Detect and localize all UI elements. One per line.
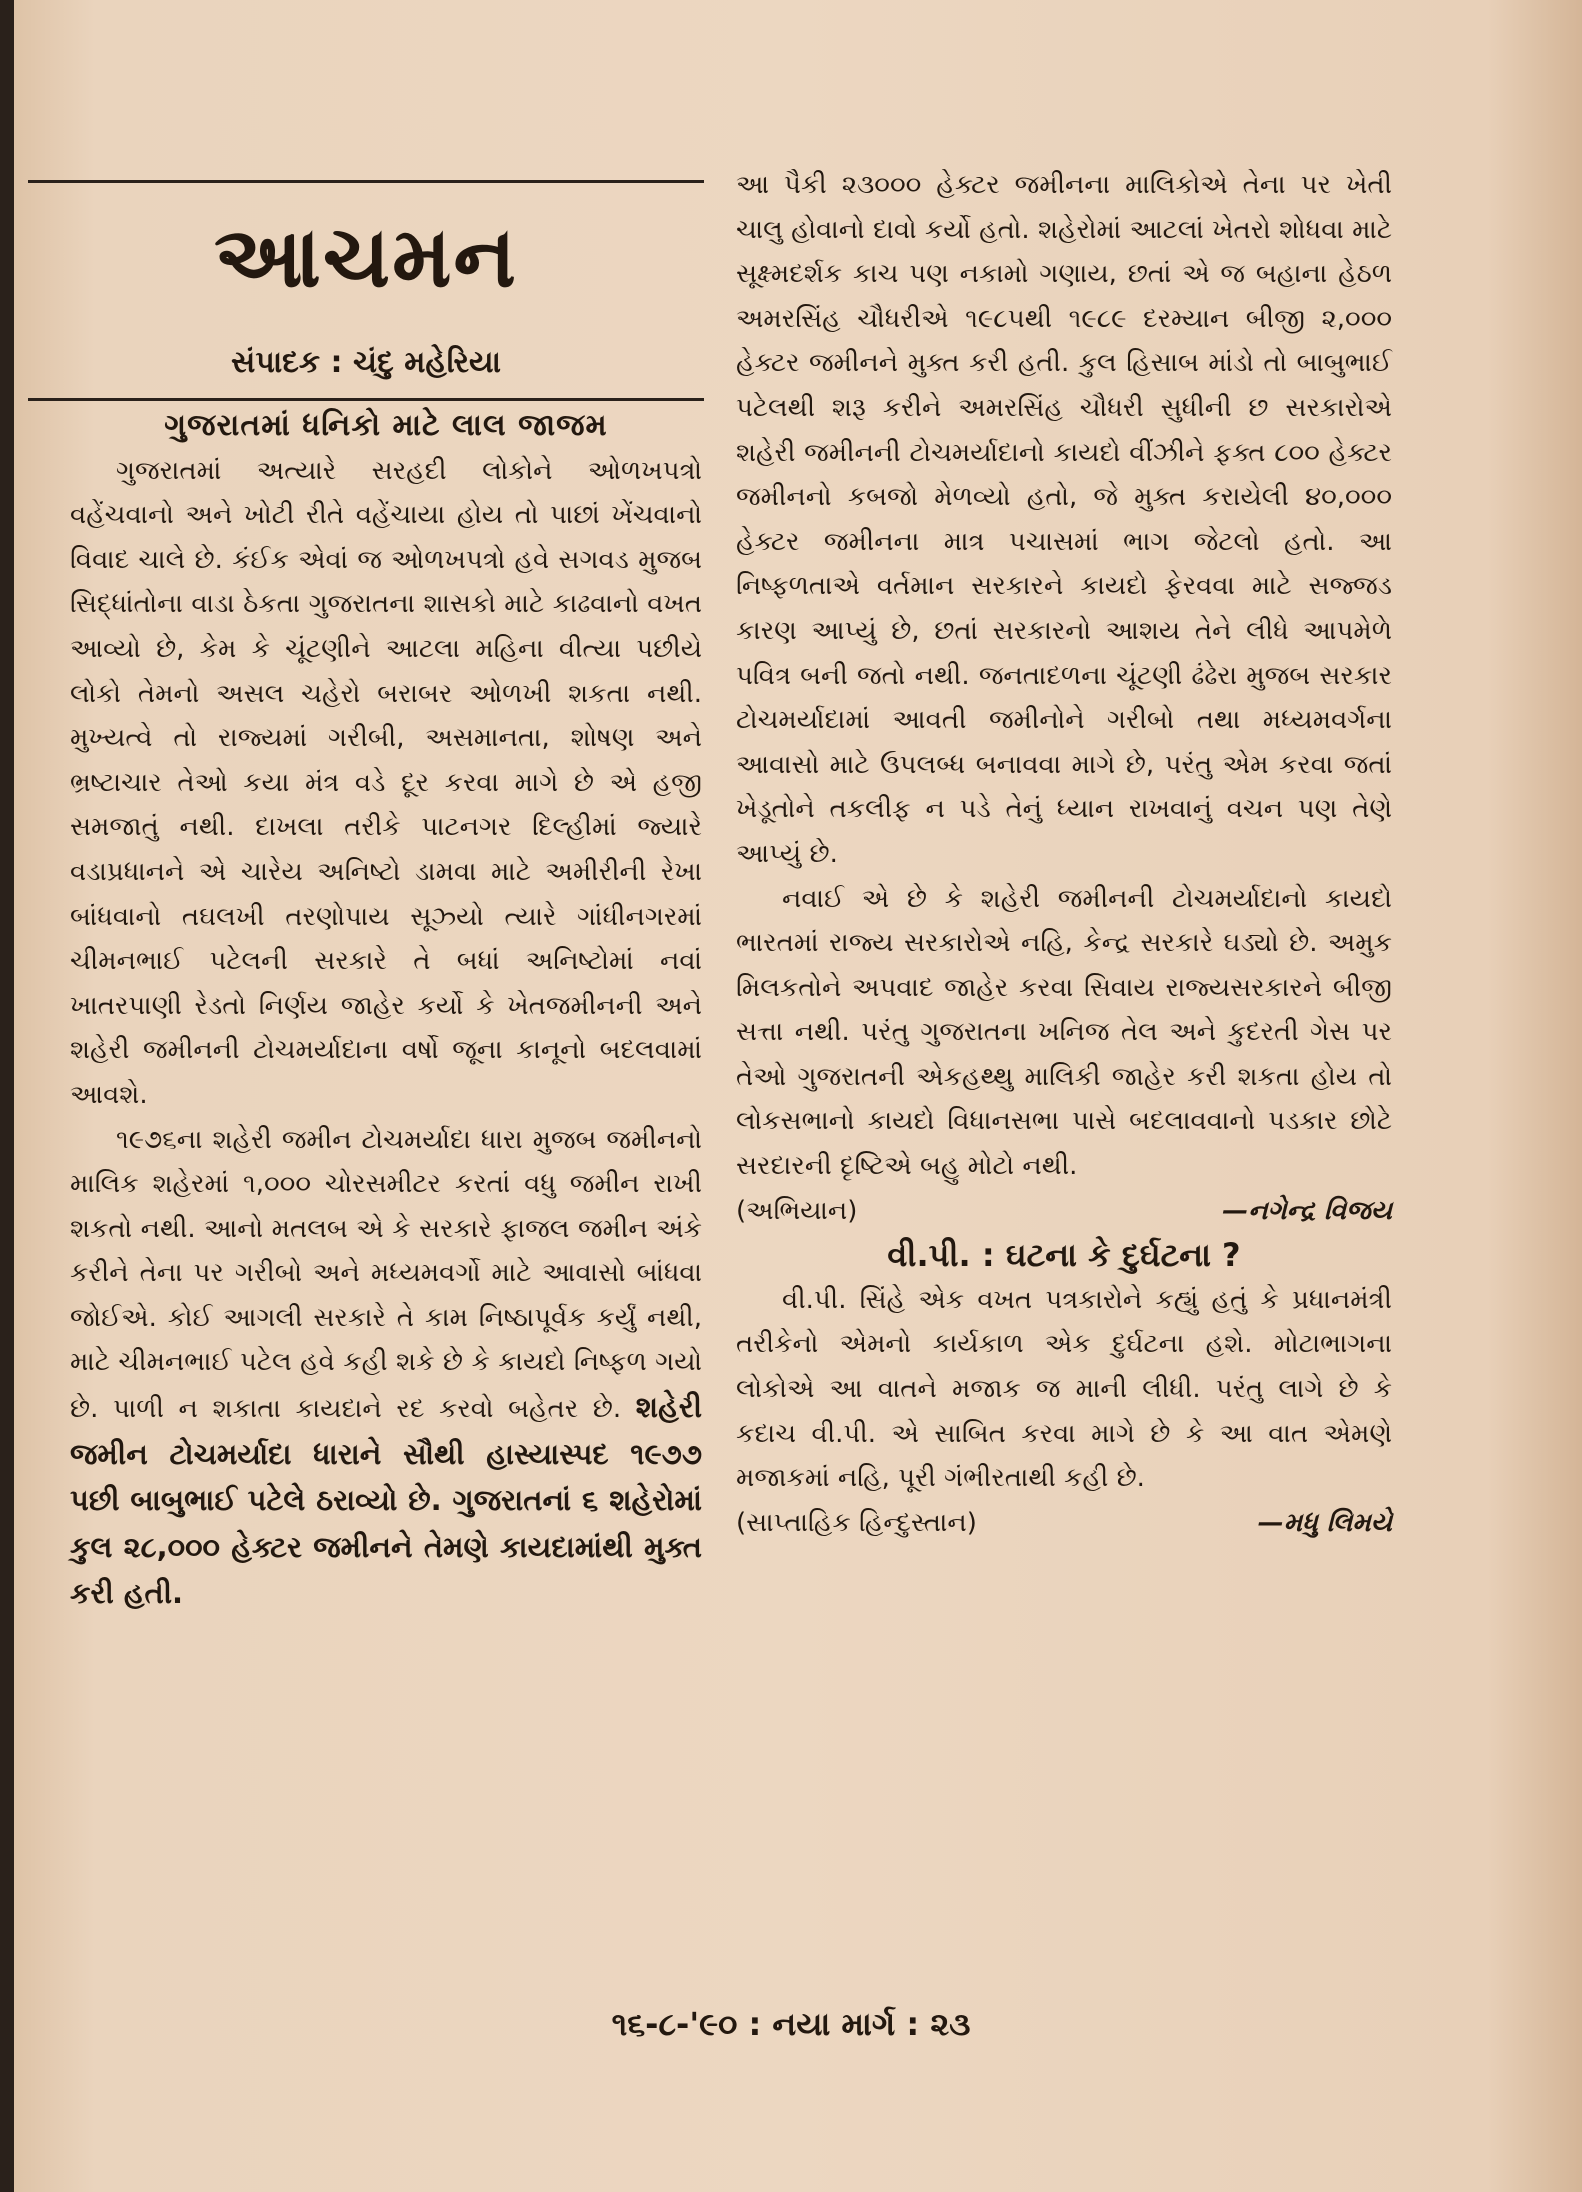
signature-row: [736, 1189, 1392, 1234]
article-heading: ગુજરાતમાં ધનિકો માટે લાલ જાજમ: [164, 408, 608, 443]
article-heading: વી.પી. : ઘટના કે દુર્ઘટના ?: [887, 1236, 1241, 1275]
page-footer: ૧૬-૮-'૯૦ : નયા માર્ગ : ૨૩: [611, 2005, 971, 2043]
editor-credit: સંપાદક : ચંદુ મહેરિયા: [231, 345, 501, 380]
author-credit: —મધુ લિમયે: [1257, 1507, 1392, 1538]
right-column: [736, 163, 1392, 1545]
top-rule: [28, 180, 704, 183]
mid-rule: [28, 398, 704, 401]
signature-row: [736, 1501, 1392, 1546]
paragraph: વી.પી. સિંહે એક વખત પત્રકારોને કહ્યું હતું કે પ્રધાનમંત્રી તરીકેનો એમનો કાર્યકાળ એક દુર્ઘટના હશે. મોટાભાગના લોકોએ આ વાતને મજાક જ માની લીધી. પરંતુ લાગે છે કે કદાચ વી.પી. એ સાબિત કરવા માગે છે કે આ વાત એમણે મજાકમાં નહિ, પૂરી ગંભીરતાથી કહી છે.: [736, 1284, 1392, 1494]
paragraph-text: ૧૯૭૬ના શહેરી જમીન ટોચમર્યાદા ધારા મુજબ જમીનનો માલિક શહેરમાં ૧,૦૦૦ ચોરસમીટર કરતાં વધુ જમીન રાખી શકતો નથી. આનો મતલબ એ કે સરકારે ફાજલ જમીન અંકે કરીને તેના પર ગરીબો અને મધ્યમવર્ગો માટે આવાસો બાંધવા જોઈએ. કોઈ આગલી સરકારે તે કામ નિષ્ઠાપૂર્વક કર્યું નથી, માટે ચીમનભાઈ પટેલ હવે કહી શકે છે કે કાયદો નિષ્ફળ ગયો છે. પાળી ન શકાતા કાયદાને રદ કરવો બહેતર છે.: [70, 1124, 702, 1425]
author-credit: —નગેન્દ્ર વિજય: [1222, 1195, 1392, 1226]
paragraph: ગુજરાતમાં અત્યારે સરહદી લોકોને ઓળખપત્રો વહેંચવાનો અને ખોટી રીતે વહેંચાયા હોય તો પાછાં ખેંચવાનો વિવાદ ચાલે છે. કંઈક એવાં જ ઓળખપત્રો હવે સગવડ મુજબ સિદ્ધાંતોના વાડા ઠેકતા ગુજરાતના શાસકો માટે કાઢવાનો વખત આવ્યો છે, કેમ કે ચૂંટણીને આટલા મહિના વીત્યા પછીયે લોકો તેમનો અસલ ચહેરો બરાબર ઓળખી શકતા નથી. મુખ્યત્વે તો રાજ્યમાં ગરીબી, અસમાનતા, શોષણ અને ભ્રષ્ટાચાર તેઓ કયા મંત્ર વડે દૂર કરવા માગે છે એ હજી સમજાતું નથી. દાખલા તરીકે પાટનગર દિલ્હીમાં જ્યારે વડાપ્રધાનને એ ચારેય અનિષ્ટો ડામવા માટે અમીરીની રેખા બાંધવાનો તઘલખી તરણોપાય સૂઝ્યો ત્યારે ગાંધીનગરમાં ચીમનભાઈ પટેલની સરકારે તે બધાં અનિષ્ટોમાં નવાં ખાતરપાણી રેડતો નિર્ણય જાહેર કર્યો કે ખેતજમીનની અને શહેરી જમીનની ટોચમર્યાદાના વર્ષો જૂના કાનૂનો બદલવામાં આવશે.: [70, 455, 702, 1110]
source-credit: (સાપ્તાહિક હિન્દુસ્તાન): [736, 1507, 977, 1538]
scan-edge: [0, 0, 14, 2192]
bold-text: શહેરી જમીન ટોચમર્યાદા ધારાને સૌથી હાસ્યાસ્પદ ૧૯૭૭ પછી બાબુભાઈ પટેલે ઠરાવ્યો છે. ગુજરાતનાં ૬ શહેરોમાં કુલ ૨૮,૦૦૦ હેક્ટર જમીનને તેમણે કાયદામાંથી મુક્ત કરી હતી.: [70, 1390, 702, 1611]
paragraph: નવાઈ એ છે કે શહેરી જમીનની ટોચમર્યાદાનો કાયદો ભારતમાં રાજ્ય સરકારોએ નહિ, કેન્દ્ર સરકારે ઘડ્યો છે. અમુક મિલકતોને અપવાદ જાહેર કરવા સિવાય રાજ્યસરકારને બીજી સત્તા નથી. પરંતુ ગુજરાતના ખનિજ તેલ અને કુદરતી ગેસ પર તેઓ ગુજરાતની એકહથ્થુ માલિકી જાહેર કરી શકતા હોય તો લોકસભાનો કાયદો વિધાનસભા પાસે બદલાવવાનો પડકાર છોટે સરદારની દૃષ્ટિએ બહુ મોટો નથી.: [736, 883, 1392, 1182]
column-title: આચમન: [214, 208, 518, 306]
source-credit: (અભિયાન): [736, 1195, 858, 1226]
left-column: [70, 404, 702, 1618]
paragraph: આ પૈકી ૨૩૦૦૦ હેક્ટર જમીનના માલિકોએ તેના પર ખેતી ચાલુ હોવાનો દાવો કર્યો હતો. શહેરોમાં આટલાં ખેતરો શોધવા માટે સૂક્ષ્મદર્શક કાચ પણ નકામો ગણાય, છતાં એ જ બહાના હેઠળ અમરસિંહ ચૌધરીએ ૧૯૮૫થી ૧૯૮૯ દરમ્યાન બીજી ૨,૦૦૦ હેક્ટર જમીનને મુક્ત કરી હતી. કુલ હિસાબ માંડો તો બાબુભાઈ પટેલથી શરૂ કરીને અમરસિંહ ચૌધરી સુધીની છ સરકારોએ શહેરી જમીનની ટોચમર્યાદાનો કાયદો વીંઝીને ફક્ત ૮૦૦ હેક્ટર જમીનનો કબજો મેળવ્યો હતો, જે મુક્ત કરાયેલી ૪૦,૦૦૦ હેક્ટર જમીનના માત્ર પચાસમાં ભાગ જેટલો હતો. આ નિષ્ફળતાએ વર્તમાન સરકારને કાયદો ફેરવવા માટે સજ્જડ કારણ આપ્યું છે, છતાં સરકારનો આશય તેને લીધે આપમેળે પવિત્ર બની જતો નથી. જનતાદળના ચૂંટણી ઢંઢેરા મુજબ સરકાર ટોચમર્યાદામાં આવતી જમીનોને ગરીબો તથા મધ્યમવર્ગના આવાસો માટે ઉપલબ્ધ બનાવવા માગે છે, પરંતુ એમ કરવા જતાં ખેડૂતોને તકલીફ ન પડે તેનું ધ્યાન રાખવાનું વચન પણ તેણે આપ્યું છે.: [736, 170, 1392, 869]
paragraph: [70, 1118, 702, 1619]
